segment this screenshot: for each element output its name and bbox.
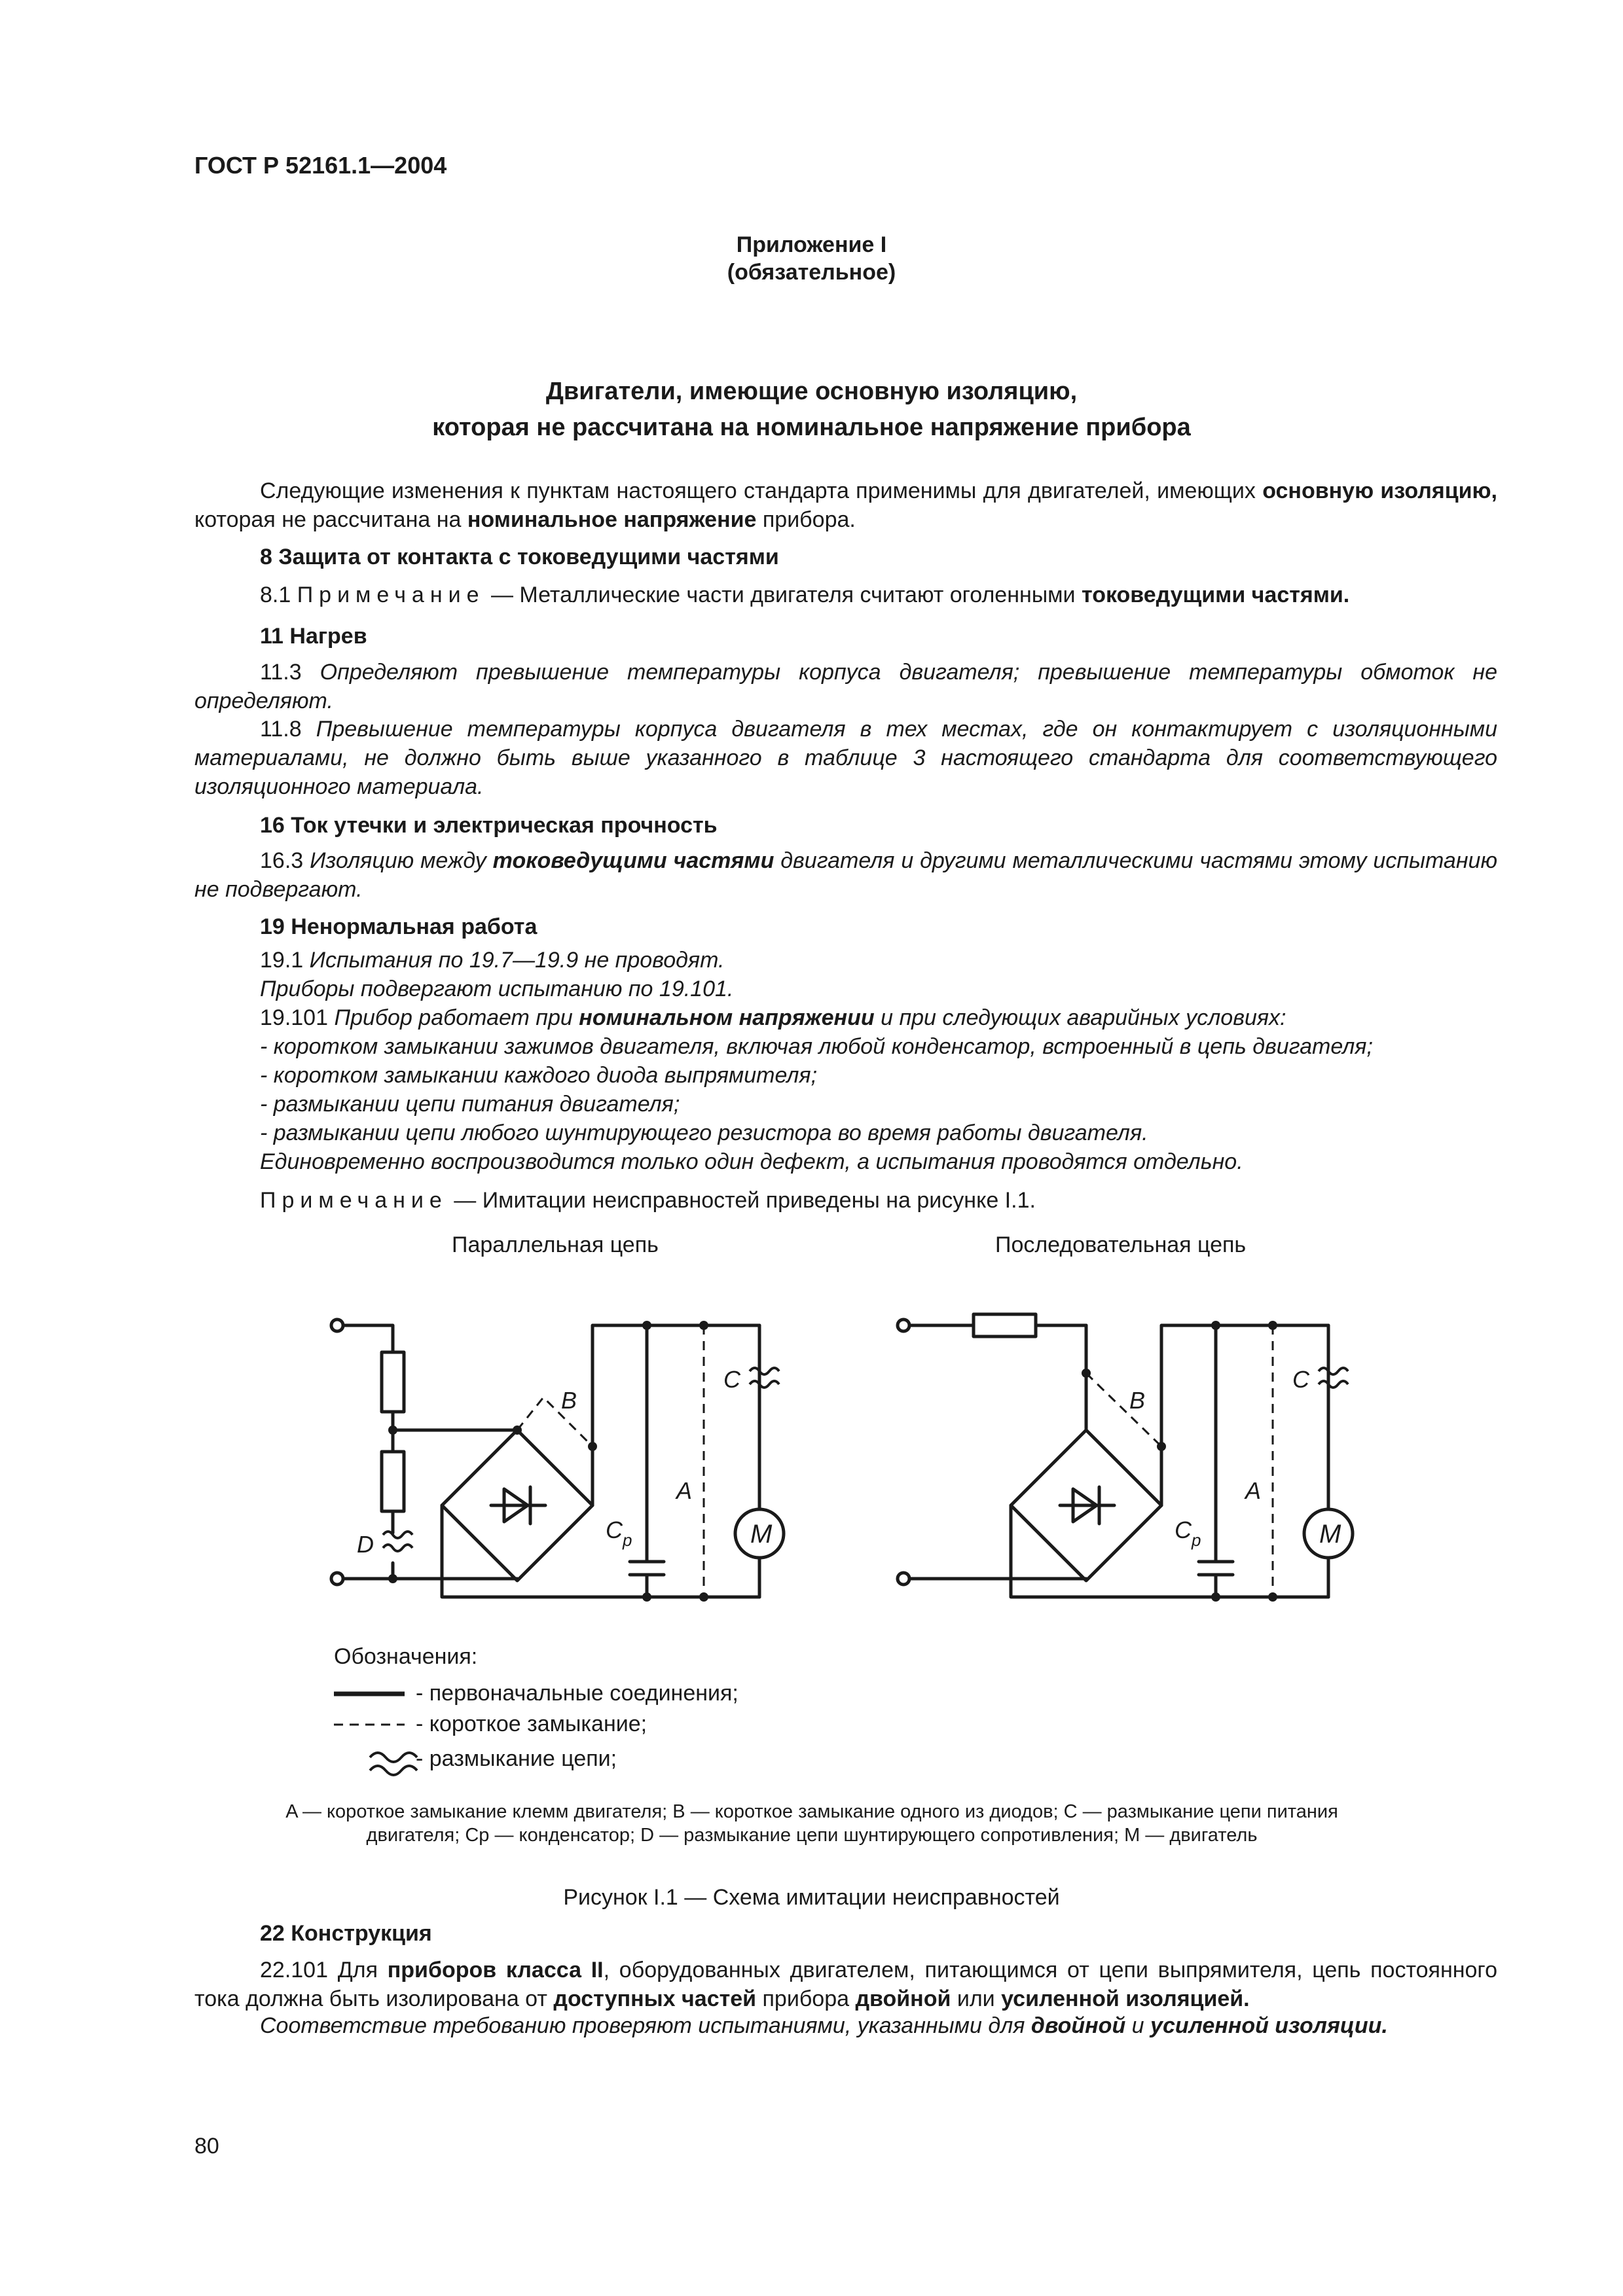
list-item: - размыкании цепи любого шунтирующего резистора во время работы двигателя. — [260, 1121, 1148, 1145]
appendix-title-line2: которая не рассчитана на номинальное напряжение прибора — [432, 414, 1191, 441]
break-mark-C-series — [1319, 1368, 1348, 1374]
break-mark-D — [383, 1532, 412, 1538]
figure-caption: Рисунок I.1 — Схема имитации неисправностей — [563, 1885, 1060, 1910]
parallel-circuit — [331, 1319, 784, 1597]
section-19-note: Примечание — Имитации неисправностей приведены на рисунке I.1. — [260, 1188, 1036, 1213]
section-22-heading: 22 Конструкция — [260, 1921, 432, 1946]
section-19-heading: 19 Ненормальная работа — [260, 914, 538, 939]
section-8-1: 8.1 Примечание — Металлические части двигателя считают оголенными токоведущими частями. — [260, 583, 1350, 607]
label-B-series: B — [1129, 1387, 1146, 1414]
list-item: - коротком замыкании зажимов двигателя, включая любой конденсатор, встроенный в цепь двигателя; — [260, 1034, 1373, 1059]
intro-paragraph: Следующие изменения к пунктам настоящего стандарта применимы для двигателей, имеющих основную изоляцию, которая не рассчитана на номинальное напряжение прибора. — [194, 478, 1497, 532]
label-B-parallel: B — [561, 1387, 577, 1414]
shunt-resistor — [382, 1452, 404, 1511]
label-A-parallel: A — [676, 1477, 693, 1504]
page-number: 80 — [194, 2134, 219, 2159]
section-16-heading: 16 Ток утечки и электрическая прочность — [260, 813, 718, 838]
list-item: - размыкании цепи питания двигателя; — [260, 1092, 680, 1117]
break-mark-C-parallel — [750, 1368, 779, 1374]
legend-solid-text: - первоначальные соединения; — [416, 1681, 739, 1706]
section-22-101: 22.101 Для приборов класса II, оборудованных двигателем, питающимся от цепи выпрямителя, цепь постоянного тока должна быть изолирована от доступных частей прибора двойной или усиленной изоляцией. — [194, 1958, 1497, 2011]
label-C-parallel: C — [723, 1366, 740, 1393]
diagram-title-series: Последовательная цепь — [995, 1232, 1247, 1257]
diagram-title-parallel: Параллельная цепь — [452, 1232, 659, 1257]
section-19-1: 19.1 Испытания по 19.7—19.9 не проводят. — [260, 948, 725, 973]
section-16-3: 16.3 Изоляцию между токоведущими частями двигателя и другими металлическими частями этому испытанию не подвергают. — [194, 848, 1498, 902]
section-19-note-defect: Единовременно воспроизводится только один дефект, а испытания проводятся отдельно. — [260, 1149, 1243, 1174]
label-A-series: A — [1245, 1477, 1262, 1504]
section-8-heading: 8 Защита от контакта с токоведущими частями — [260, 545, 779, 569]
legend-wavy-text: - размыкание цепи; — [416, 1746, 617, 1771]
section-19-1-text: Приборы подвергают испытанию по 19.101. — [260, 977, 734, 1001]
appendix-title-line1: Двигатели, имеющие основную изоляцию, — [545, 378, 1078, 405]
document-header: ГОСТ Р 52161.1—2004 — [194, 152, 447, 179]
resistor — [382, 1352, 404, 1412]
legend-title: Обозначения: — [334, 1644, 478, 1669]
figure-legend-caption: A — короткое замыкание клемм двигателя; B — короткое замыкание одного из диодов; C — размыкание цепи питания двигателя; Cp — конденсатор; D — размыкание цепи шунтирующего сопротивления; M — двигатель — [285, 1801, 1338, 1846]
section-11-8: 11.8 Превышение температуры корпуса двигателя в тех местах, где он контактирует с изоляционными материалами, не должно быть выше указанного в таблице 3 настоящего стандарта для соответствующего изоляционного материала. — [194, 717, 1497, 799]
section-11-heading: 11 Нагрев — [260, 624, 367, 649]
label-C-series: C — [1292, 1366, 1309, 1393]
legend-dashed-text: - короткое замыкание; — [416, 1712, 647, 1736]
motor-label-series: M — [1319, 1520, 1341, 1549]
list-item: - коротком замыкании каждого диода выпрямителя; — [260, 1063, 818, 1088]
legend-wavy — [370, 1753, 417, 1762]
section-22-compliance: Соответствие требованию проверяют испытаниями, указанными для двойной и усиленной изоляции. — [260, 2013, 1388, 2038]
short-circuit-B-series — [1086, 1373, 1161, 1446]
appendix-label: Приложение I — [736, 232, 887, 257]
section-11-3: 11.3 Определяют превышение температуры корпуса двигателя; превышение температуры обмоток не определяют. — [194, 660, 1497, 713]
series-resistor — [974, 1314, 1036, 1336]
label-Cp-series: $C_p$ — [1175, 1516, 1201, 1550]
appendix-status: (обязательное) — [727, 260, 896, 285]
section-19-101: 19.101 Прибор работает при номинальном напряжении и при следующих аварийных условиях: — [260, 1005, 1286, 1030]
series-circuit — [898, 1314, 1353, 1597]
label-D: D — [357, 1531, 374, 1558]
label-Cp-parallel: $C_p$ — [606, 1516, 632, 1550]
motor-label-parallel: M — [750, 1520, 773, 1549]
